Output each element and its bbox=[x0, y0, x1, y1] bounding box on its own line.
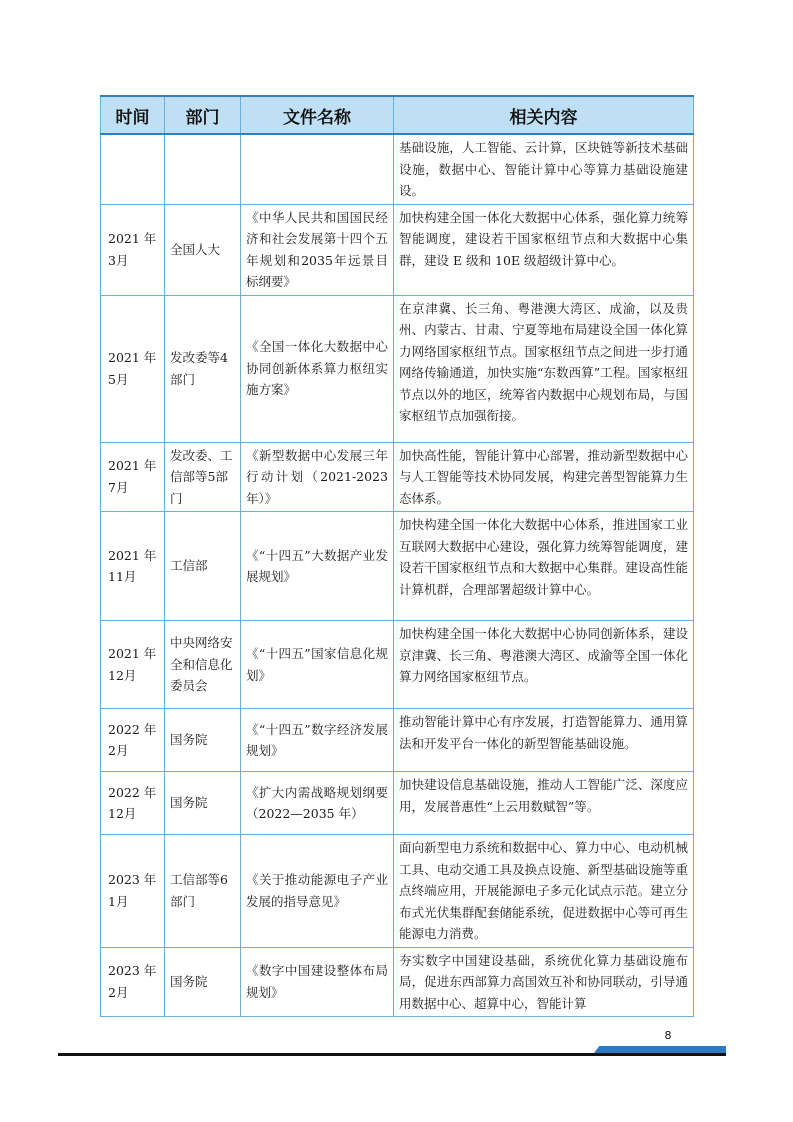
page-number: 8 bbox=[664, 1029, 672, 1042]
cell-content: 基础设施，人工智能、云计算，区块链等新技术基础设施，数据中心、智能计算中心等算力基础设施建设。 bbox=[394, 134, 694, 204]
cell-time: 2023 年2月 bbox=[101, 947, 165, 1017]
table-row bbox=[101, 947, 694, 1017]
cell-file: 《“十四五”数字经济发展规划》 bbox=[241, 709, 394, 772]
cell-file: 《“十四五”大数据产业发展规划》 bbox=[241, 512, 394, 621]
policy-table bbox=[100, 95, 694, 1017]
footer-rule bbox=[58, 1053, 726, 1056]
cell-dept bbox=[165, 134, 241, 204]
table-row bbox=[101, 134, 694, 204]
cell-file: 《全国一体化大数据中心协同创新体系算力枢纽实施方案》 bbox=[241, 295, 394, 442]
table-row bbox=[101, 442, 694, 512]
cell-file: 《新型数据中心发展三年行动计划（2021-2023年）》 bbox=[241, 442, 394, 512]
cell-content: 夯实数字中国建设基础，系统优化算力基础设施布局，促进东西部算力高国效互补和协同联动，引导通用数据中心、超算中心，智能计算 bbox=[394, 947, 694, 1017]
table-row bbox=[101, 295, 694, 442]
policy-table-container bbox=[100, 95, 693, 1017]
table-header-row bbox=[101, 96, 694, 134]
cell-time: 2021 年7月 bbox=[101, 442, 165, 512]
cell-dept: 国务院 bbox=[165, 709, 241, 772]
cell-time: 2022 年12月 bbox=[101, 772, 165, 835]
cell-content: 面向新型电力系统和数据中心、算力中心、电动机械工具、电动交通工具及换点设施、新型基础设施等重点终端应用，开展能源电子多元化试点示范。建立分布式光伏集群配套储能系统，促进数据中心等可再生能源电力消费。 bbox=[394, 835, 694, 948]
cell-content: 加快高性能，智能计算中心部署，推动新型数据中心与人工智能等技术协同发展，构建完善型智能算力生态体系。 bbox=[394, 442, 694, 512]
cell-file: 《“十四五”国家信息化规划》 bbox=[241, 621, 394, 709]
cell-time bbox=[101, 134, 165, 204]
footer-accent-band bbox=[594, 1046, 726, 1053]
cell-dept: 国务院 bbox=[165, 772, 241, 835]
cell-dept: 全国人大 bbox=[165, 204, 241, 295]
cell-content: 加快构建全国一体化大数据中心体系，推进国家工业互联网大数据中心建设，强化算力统筹智能调度，建设若干国家枢纽节点和大数据中心集群。建设高性能计算机群，合理部署超级计算中心。 bbox=[394, 512, 694, 621]
header-content: 相关内容 bbox=[394, 96, 694, 134]
cell-file bbox=[241, 134, 394, 204]
cell-time: 2021 年5月 bbox=[101, 295, 165, 442]
cell-dept: 发改委、工信部等5部门 bbox=[165, 442, 241, 512]
table-row bbox=[101, 204, 694, 295]
cell-dept: 中央网络安全和信息化委员会 bbox=[165, 621, 241, 709]
cell-dept: 工信部等6部门 bbox=[165, 835, 241, 948]
cell-time: 2023 年1月 bbox=[101, 835, 165, 948]
cell-content: 推动智能计算中心有序发展，打造智能算力、通用算法和开发平台一体化的新型智能基础设施。 bbox=[394, 709, 694, 772]
header-dept: 部门 bbox=[165, 96, 241, 134]
cell-content: 加快构建全国一体化大数据中心体系，强化算力统筹智能调度，建设若干国家枢纽节点和大数据中心集群，建设 E 级和 10E 级超级计算中心。 bbox=[394, 204, 694, 295]
header-time: 时间 bbox=[101, 96, 165, 134]
cell-file: 《中华人民共和国国民经济和社会发展第十四个五年规划和2035年远景目标纲要》 bbox=[241, 204, 394, 295]
cell-file: 《数字中国建设整体布局规划》 bbox=[241, 947, 394, 1017]
cell-time: 2022 年2月 bbox=[101, 709, 165, 772]
cell-dept: 国务院 bbox=[165, 947, 241, 1017]
cell-file: 《扩大内需战略规划纲要（2022—2035 年） bbox=[241, 772, 394, 835]
table-row bbox=[101, 835, 694, 948]
table-row bbox=[101, 621, 694, 709]
cell-dept: 发改委等4部门 bbox=[165, 295, 241, 442]
table-row bbox=[101, 709, 694, 772]
cell-content: 加快构建全国一体化大数据中心协同创新体系，建设京津冀、长三角、粤港澳大湾区、成渝等全国一体化算力网络国家枢纽节点。 bbox=[394, 621, 694, 709]
cell-time: 2021 年12月 bbox=[101, 621, 165, 709]
header-file: 文件名称 bbox=[241, 96, 394, 134]
cell-file: 《关于推动能源电子产业发展的指导意见》 bbox=[241, 835, 394, 948]
cell-content: 加快建设信息基础设施，推动人工智能广泛、深度应用，发展普惠性“上云用数赋智”等。 bbox=[394, 772, 694, 835]
cell-content: 在京津冀、长三角、粤港澳大湾区、成渝，以及贵州、内蒙古、甘肃、宁夏等地布局建设全国一体化算力网络国家枢纽节点。国家枢纽节点之间进一步打通网络传输通道，加快实施“东数西算”工程。国家枢纽节点以外的地区，统筹省内数据中心规划布局，与国家枢纽节点加强衔接。 bbox=[394, 295, 694, 442]
cell-time: 2021 年11月 bbox=[101, 512, 165, 621]
table-row bbox=[101, 772, 694, 835]
cell-time: 2021 年3月 bbox=[101, 204, 165, 295]
cell-dept: 工信部 bbox=[165, 512, 241, 621]
table-row bbox=[101, 512, 694, 621]
